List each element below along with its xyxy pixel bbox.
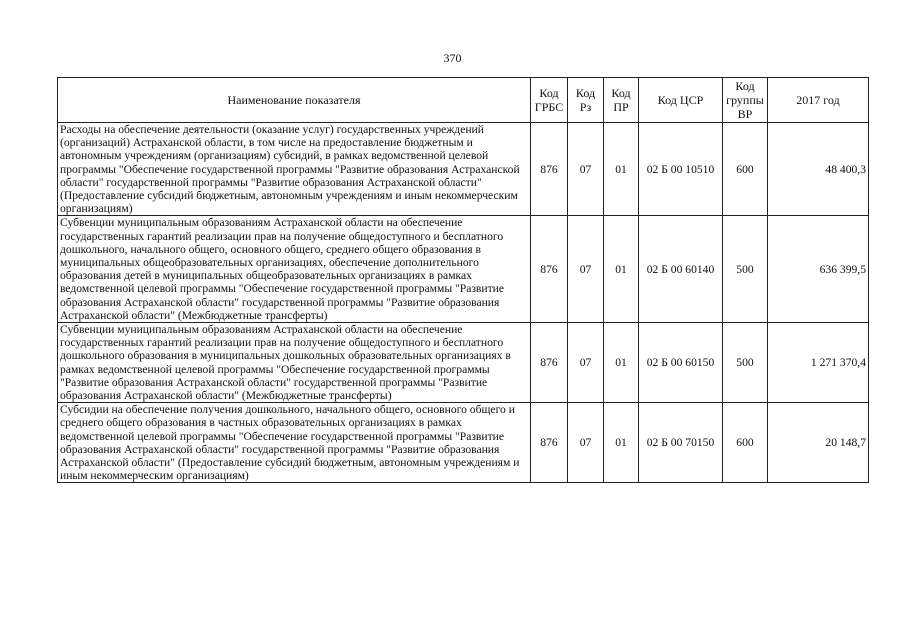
header-rz: Код Рз [568, 78, 604, 123]
header-grbs: Код ГРБС [531, 78, 568, 123]
table-row [58, 323, 869, 403]
row-vr: 600 [723, 123, 768, 216]
row-csr: 02 Б 00 70150 [639, 403, 723, 483]
row-name: Субвенции муниципальным образованиям Астраханской области на обеспечение государственных гарантий реализации прав на получение общедоступного и бесплатного дошкольного, начального общего, основного общего, среднего общего образования в муниципальных общеобразовательных организациях, обеспечение дополнительного образования детей в муниципальных общеобразовательных организациях в рамках ведомственной целевой программы "Обеспечение государственной программы "Развитие образования Астраханской области" государственной программы "Развитие образования Астраханской области" (Межбюджетные трансферты) [58, 216, 531, 323]
row-amount: 20 148,7 [768, 403, 869, 483]
row-csr: 02 Б 00 10510 [639, 123, 723, 216]
row-vr: 500 [723, 216, 768, 323]
row-grbs: 876 [531, 123, 568, 216]
row-grbs: 876 [531, 323, 568, 403]
header-vr: Код группы ВР [723, 78, 768, 123]
row-amount: 636 399,5 [768, 216, 869, 323]
header-name: Наименование показателя [58, 78, 531, 123]
row-pr: 01 [604, 323, 639, 403]
row-name: Расходы на обеспечение деятельности (оказание услуг) государственных учреждений (организаций) Астраханской области, в том числе на предоставление бюджетным и автономным учреждениям (организациям) субсидий, в рамках ведомственной целевой программы "Обеспечение государственной программы "Развитие образования Астраханской области" государственной программы "Развитие образования Астраханской области" (Предоставление субсидий бюджетным, автономным учреждениям и иным некоммерческим организациям) [58, 123, 531, 216]
row-amount: 48 400,3 [768, 123, 869, 216]
row-vr: 500 [723, 323, 768, 403]
table-row [58, 123, 869, 216]
row-csr: 02 Б 00 60150 [639, 323, 723, 403]
budget-table [57, 77, 869, 483]
row-rz: 07 [568, 216, 604, 323]
row-amount: 1 271 370,4 [768, 323, 869, 403]
row-pr: 01 [604, 403, 639, 483]
header-year: 2017 год [768, 78, 869, 123]
row-rz: 07 [568, 123, 604, 216]
table-row [58, 216, 869, 323]
row-csr: 02 Б 00 60140 [639, 216, 723, 323]
row-grbs: 876 [531, 216, 568, 323]
row-rz: 07 [568, 323, 604, 403]
header-csr: Код ЦСР [639, 78, 723, 123]
row-name: Субсидии на обеспечение получения дошкольного, начального общего, основного общего и среднего общего образования в частных образовательных организациях в рамках ведомственной целевой программы "Обеспечение государственной программы "Развитие образования Астраханской области" государственной программы "Развитие образования Астраханской области" (Предоставление субсидий бюджетным, автономным учреждениям и иным некоммерческим организациям) [58, 403, 531, 483]
row-name: Субвенции муниципальным образованиям Астраханской области на обеспечение государственных гарантий реализации прав на получение общедоступного и бесплатного дошкольного образования в муниципальных дошкольных образовательных организациях в рамках ведомственной целевой программы "Обеспечение государственной программы "Развитие образования Астраханской области" государственной программы "Развитие образования Астраханской области" (Межбюджетные трансферты) [58, 323, 531, 403]
header-pr: Код ПР [604, 78, 639, 123]
row-grbs: 876 [531, 403, 568, 483]
table-row [58, 403, 869, 483]
page-number: 370 [443, 51, 462, 65]
row-vr: 600 [723, 403, 768, 483]
row-pr: 01 [604, 216, 639, 323]
row-pr: 01 [604, 123, 639, 216]
row-rz: 07 [568, 403, 604, 483]
table-header-row [58, 78, 869, 123]
